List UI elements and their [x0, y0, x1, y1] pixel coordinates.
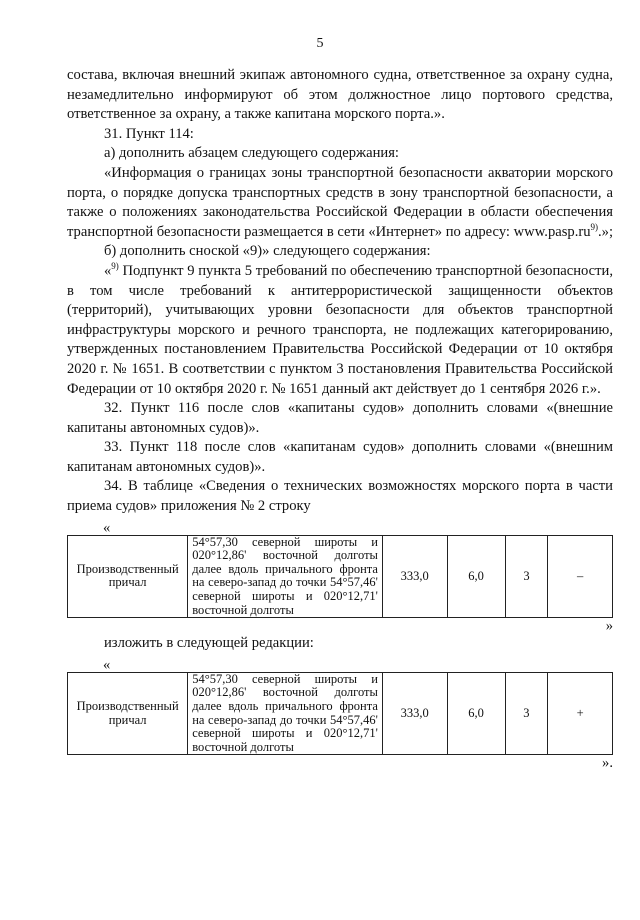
paragraph-new-edition: изложить в следующей редакции:: [104, 635, 314, 652]
footnote-body: Подпункт 9 пункта 5 требований по обеспечению транспортной безопасности, в том числе требований к антитеррористической защищенности объектов (территорий), учитывающих уровни безопасности для объектов транспортной инфраструктуры морского и речного транспорта, не подлежащих категорированию, утвержденных постановлением Правительства Российской Федерации от 10 октября 2020 г. № 1651. В соответствии с пунктом 3 постановления Правительства Российской Федерации от 10 октября 2020 г. № 1651 данный акт действует до 1 сентября 2026 г.».: [67, 262, 613, 397]
table-close-quote-2: ».: [602, 755, 613, 772]
berth-length-cell: 333,0: [382, 672, 447, 755]
table-row: [68, 672, 613, 755]
quote-end: .»;: [598, 223, 613, 240]
page-number: 5: [316, 36, 324, 51]
berth-name-cell: Производственный причал: [68, 535, 188, 618]
paragraph-subitem-a: а) дополнить абзацем следующего содержания:: [104, 145, 399, 162]
berth-depth-cell: 6,0: [447, 535, 505, 618]
berth-table-new: [67, 672, 613, 756]
paragraph-footnote-text: [67, 262, 613, 399]
berth-name-cell: Производственный причал: [68, 672, 188, 755]
table-open-quote-1: «: [103, 519, 111, 536]
document-body: [67, 66, 613, 771]
berth-coords-cell: 54°57,30 северной широты и 020°12,86' восточной долготы далее вдоль причального фронта на северо-запад до точки 54°57,46' северной широты и 020°12,71' восточной долготы: [188, 535, 383, 618]
table-open-quote-2: «: [103, 656, 111, 673]
table-row: [68, 535, 613, 618]
footnote-mark: 9): [111, 261, 119, 272]
paragraph-subitem-b: б) дополнить сноской «9)» следующего содержания:: [104, 243, 431, 260]
footnote-ref: 9): [590, 221, 598, 232]
berth-coords-cell: 54°57,30 северной широты и 020°12,86' восточной долготы далее вдоль причального фронта на северо-запад до точки 54°57,46' северной широты и 020°12,71' восточной долготы: [188, 672, 383, 755]
paragraph-information-quote: [67, 164, 613, 242]
berth-mark-cell: –: [548, 535, 613, 618]
berth-count-cell: 3: [505, 535, 548, 618]
table-close-quote-1: »: [605, 618, 613, 635]
berth-length-cell: 333,0: [382, 535, 447, 618]
berth-table-old: [67, 535, 613, 619]
berth-mark-cell: +: [548, 672, 613, 755]
paragraph-item-32: 32. Пункт 116 после слов «капитаны судов» дополнить словами «(внешние капитаны автономных судов)».: [67, 400, 613, 436]
footnote-open-quote: «: [104, 262, 112, 279]
paragraph-continuation: состава, включая внешний экипаж автономного судна, ответственное за охрану судна, незамедлительно информируют об этом должностное лицо портового средства, ответственное за охрану, а также капитана морского порта.».: [67, 67, 613, 123]
paragraph-item-31: 31. Пункт 114:: [104, 125, 194, 142]
berth-depth-cell: 6,0: [447, 672, 505, 755]
paragraph-item-34: 34. В таблице «Сведения о технических возможностях морского порта в части приема судов» приложения № 2 строку: [67, 478, 613, 515]
paragraph-item-33: 33. Пункт 118 после слов «капитанам судов» дополнить словами «(внешним капитанам автономных судов)».: [67, 439, 613, 475]
quote-text: «Информация о границах зоны транспортной безопасности акватории морского порта, о порядке допуска транспортных средств в зону транспортной безопасности, а также о положениях законодательства Российской Федерации в области обеспечения транспортной безопасности размещается в сети «Интернет» по адресу: www.pasp.ru: [67, 164, 613, 240]
berth-count-cell: 3: [505, 672, 548, 755]
